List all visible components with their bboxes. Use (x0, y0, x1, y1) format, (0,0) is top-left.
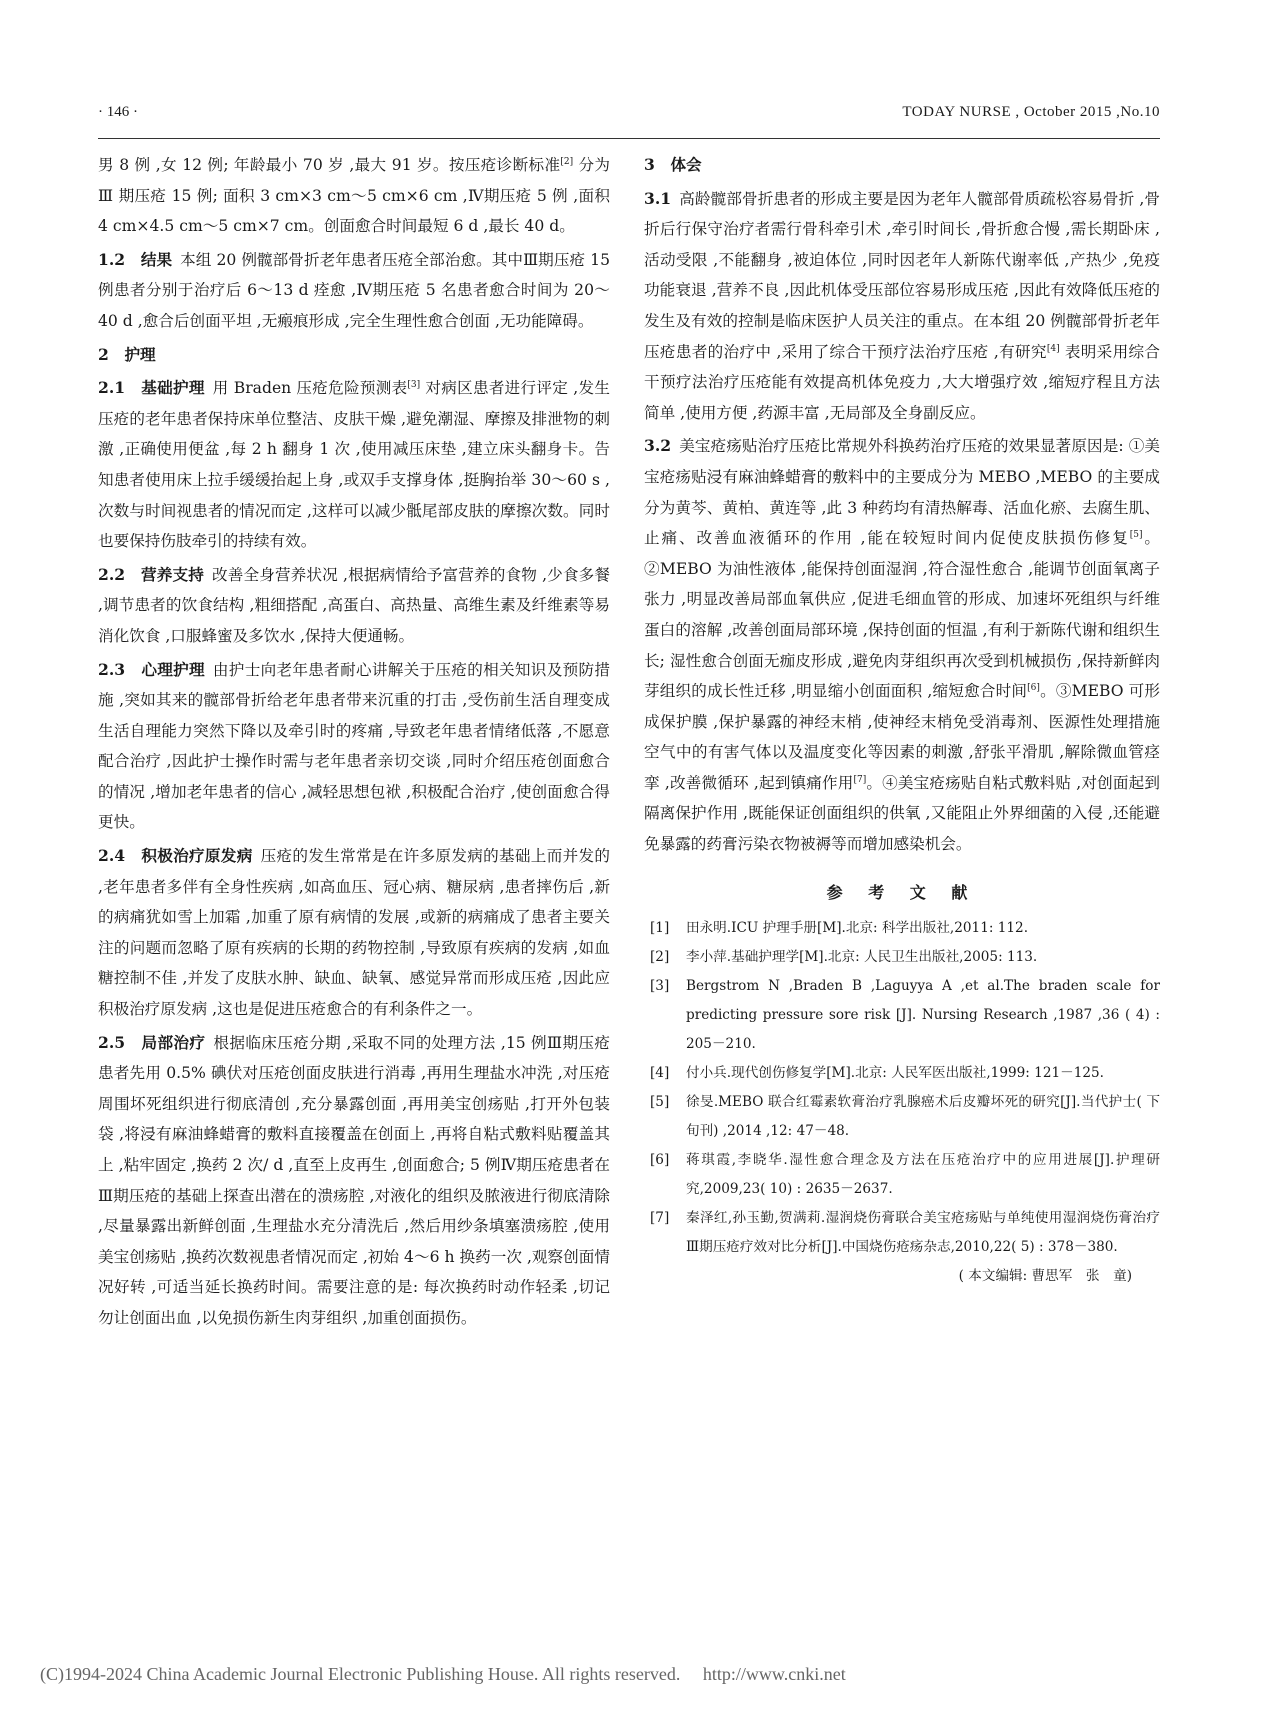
references-title: 参 考 文 献 (826, 882, 978, 902)
reference-item: [5] 徐旻.MEBO 联合红霉素软膏治疗乳腺癌术后皮瓣坏死的研究[J].当代护士( 下旬刊) ,2014 ,12: 47－48. (650, 1094, 1160, 1140)
section-heading: 2.3 心理护理 (98, 659, 205, 679)
reference-list (644, 914, 1160, 1262)
section-heading: 3.2 (644, 436, 672, 456)
section-heading: 2.5 局部治疗 (98, 1032, 206, 1052)
reference-item: [1] 田永明.ICU 护理手册[M].北京: 科学出版社,2011: 112. (650, 920, 1029, 937)
section-1-2: 1.2 结果 本组 20 例髋部骨折老年患者压疮全部治愈。其中Ⅲ期压疮 15 例患者分别于治疗后 6～13 d 痊愈 ,Ⅳ期压疮 5 名患者愈合时间为 20～40 d ,愈合后创面平坦 ,无瘢痕形成 ,完全生理性愈合创面 ,无功能障碍。 (98, 249, 610, 330)
heading-experience: 3 体会 (644, 155, 702, 174)
section-heading: 2.1 基础护理 (98, 378, 205, 398)
section-2-2: 2.2 营养支持 改善全身营养状况 ,根据病情给予富营养的食物 ,少食多餐 ,调节患者的饮食结构 ,粗细搭配 ,高蛋白、高热量、高维生素及纤维素等易消化饮食 ,口服蜂蜜及多饮水 ,保持大便通畅。 (98, 564, 610, 645)
reference-item: [7] 秦泽红,孙玉勤,贺满莉.湿润烧伤膏联合美宝疮疡贴与单纯使用湿润烧伤膏治疗Ⅲ期压疮疗效对比分析[J].中国烧伤疮疡杂志,2010,22( 5) : 378－380. (650, 1210, 1160, 1256)
page-number: · 146 · (98, 104, 138, 120)
section-heading: 2.2 营养支持 (98, 564, 204, 584)
section-2-3: 2.3 心理护理 由护士向老年患者耐心讲解关于压疮的相关知识及预防措施 ,突如其来的髋部骨折给老年患者带来沉重的打击 ,受伤前生活自理变成生活自理能力突然下降以及牵引时的疼痛 ,导致老年患者情绪低落 ,不愿意配合治疗 ,因此护士操作时需与老年患者亲切交谈 ,同时介绍压疮创面愈合的情况 ,增加老年患者的信心 ,减轻思想包袱 ,积极配合治疗 ,使创面愈合得更快。 (98, 659, 610, 832)
reference-item: [6] 蒋琪霞,李晓华.湿性愈合理念及方法在压疮治疗中的应用进展[J].护理研究,2009,23( 10) : 2635－2637. (650, 1152, 1160, 1198)
section-heading: 1.2 结果 (98, 249, 173, 269)
journal-info: TODAY NURSE , October 2015 ,No.10 (902, 104, 1160, 120)
section-2-5: 2.5 局部治疗 根据临床压疮分期 ,采取不同的处理方法 ,15 例Ⅲ期压疮患者先用 0.5% 碘伏对压疮创面皮肤进行消毒 ,再用生理盐水冲洗 ,对压疮周围坏死组织进行彻底清创 ,充分暴露创面 ,再用美宝创疡贴 ,打开外包装袋 ,将浸有麻油蜂蜡膏的敷料直接覆盖在创面上 ,再将自粘式敷料贴覆盖其上 ,粘牢固定 ,换药 2 次/ d ,直至上皮再生 ,创面愈合; 5 例Ⅳ期压疮患者在Ⅲ期压疮的基础上探查出潜在的溃疡腔 ,对液化的组织及脓液进行彻底清除 ,尽量暴露出新鲜创面 ,生理盐水充分清洗后 ,然后用纱条填塞溃疡腔 ,使用美宝创疡贴 ,换药次数视患者情况而定 ,初始 4～6 h 换药一次 ,观察创面情况好转 ,可适当延长换药时间。需要注意的是: 每次换药时动作轻柔 ,切记勿让创面出血 ,以免损伤新生肉芽组织 ,加重创面损伤。 (98, 1032, 610, 1327)
section-3-1: 3.1 高龄髋部骨折患者的形成主要是因为老年人髋部骨质疏松容易骨折 ,骨折后行保守治疗者需行骨科牵引术 ,牵引时间长 ,骨折愈合慢 ,需长期卧床 ,活动受限 ,不能翻身 ,被迫体位 ,同时因老年人新陈代谢率低 ,产热少 ,免疫功能衰退 ,营养不良 ,因此机体受压部位容易形成压疮 ,因此有效降低压疮的发生及有效的控制是临床医护人员关注的重点。在本组 20 例髋部骨折老年压疮患者的治疗中 ,采用了综合干预疗法治疗压疮 ,有研究[4] 表明采用综合干预疗法治疗压疮能有效提高机体免疫力 ,大大增强疗效 ,缩短疗程且方法简单 ,使用方便 ,药源丰富 ,无局部及全身副反应。 (644, 188, 1160, 422)
copyright-footer: (C)1994-2024 China Academic Journal Electronic Publishing House. All rights reserved. http://www.cnki.net (40, 1664, 846, 1684)
reference-item: [2] 李小萍.基础护理学[M].北京: 人民卫生出版社,2005: 113. (650, 949, 1038, 966)
reference-item: [3] Bergstrom N ,Braden B ,Laguyya A ,et al.The braden scale for predicting pressure sore risk [J]. Nursing Research ,1987 ,36 ( 4) : 205－210. (650, 978, 1160, 1053)
section-2-1: 2.1 基础护理 用 Braden 压疮危险预测表[3] 对病区患者进行评定 ,发生压疮的老年患者保持床单位整洁、皮肤干燥 ,避免潮湿、摩擦及排泄物的刺激 ,正确使用便盆 ,每 2 h 翻身 1 次 ,使用减压床垫 ,建立床头翻身卡。告知患者使用床上拉手缓缓抬起上身 ,或双手支撑身体 ,挺胸抬举 30～60 s ,次数与时间视患者的情况而定 ,这样可以减少骶尾部皮肤的摩擦次数。同时也要保持伤肢牵引的持续有效。 (98, 378, 610, 551)
right-column (644, 150, 1160, 1290)
left-column (98, 150, 610, 1337)
reference-item: [4] 付小兵.现代创伤修复学[M].北京: 人民军医出版社,1999: 121－125. (650, 1065, 1104, 1082)
section-2-4: 2.4 积极治疗原发病 压疮的发生常常是在许多原发病的基础上而并发的 ,老年患者多伴有全身性疾病 ,如高血压、冠心病、糖尿病 ,患者摔伤后 ,新的病痛犹如雪上加霜 ,加重了原有病情的发展 ,或新的病痛成了患者主要关注的问题而忽略了原有疾病的长期的药物控制 ,导致原有疾病的发病 ,如血糖控制不佳 ,并发了皮肤水肿、缺血、缺氧、感觉异常而形成压疮 ,因此应积极治疗原发病 ,这也是促进压疮愈合的有利条件之一。 (98, 846, 610, 1019)
heading-nursing: 2 护理 (98, 344, 156, 364)
section-3-2: 3.2 美宝疮疡贴治疗压疮比常规外科换药治疗压疮的效果显著原因是: ①美宝疮疡贴浸有麻油蜂蜡膏的敷料中的主要成分为 MEBO ,MEBO 的主要成分为黄芩、黄柏、黄连等 ,此 3 种药均有清热解毒、活血化瘀、去腐生肌、止痛、改善血液循环的作用 ,能在较短时间内促使皮肤损伤修复[5]。②MEBO 为油性液体 ,能保持创面湿润 ,符合湿性愈合 ,能调节创面氧离子张力 ,明显改善局部血氧供应 ,促进毛细血管的形成、加速坏死组织与纤维蛋白的溶解 ,改善创面局部环境 ,保持创面的恒温 ,有利于新陈代谢和组织生长; 湿性愈合创面无痂皮形成 ,避免肉芽组织再次受到机械损伤 ,保持新鲜肉芽组织的成长性迁移 ,明显缩小创面面积 ,缩短愈合时间[6]。③MEBO 可形成保护膜 ,保护暴露的神经末梢 ,使神经末梢免受消毒剂、医源性处理措施空气中的有害气体以及温度变化等因素的刺激 ,舒张平滑肌 ,解除微血管痉挛 ,改善微循环 ,起到镇痛作用[7]。④美宝疮疡贴自粘式敷料贴 ,对创面起到隔离保护作用 ,既能保证创面组织的供氧 ,又能阻止外界细菌的入侵 ,还能避免暴露的药膏污染衣物被褥等而增加感染机会。 (644, 436, 1161, 854)
paragraph-cases: 男 8 例 ,女 12 例; 年龄最小 70 岁 ,最大 91 岁。按压疮诊断标准[2] 分为 Ⅲ 期压疮 15 例; 面积 3 cm×3 cm～5 cm×6 cm ,Ⅳ期压疮 5 例 ,面积 4 cm×4.5 cm～5 cm×7 cm。创面愈合时间最短 6 d ,最长 40 d。 (98, 156, 610, 236)
page-header (98, 104, 1160, 134)
editor-note: ( 本文编辑: 曹思军 张 童) (958, 1268, 1132, 1285)
section-heading: 2.4 积极治疗原发病 (98, 846, 253, 866)
section-heading: 3.1 (644, 188, 672, 208)
header-rule (98, 138, 1160, 139)
